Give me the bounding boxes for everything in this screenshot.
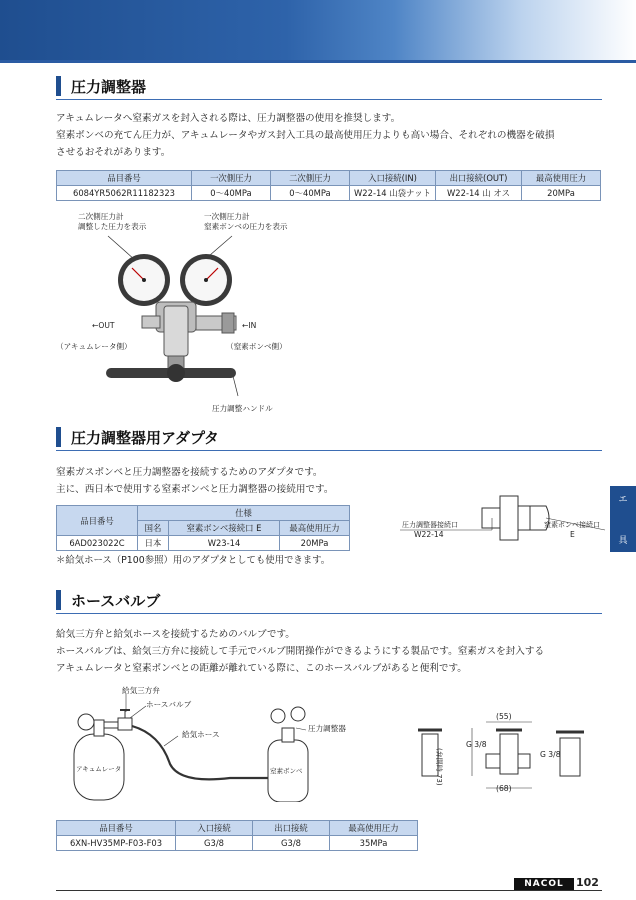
secondary-gauge-label <box>78 212 146 232</box>
table-header: 入口接続 <box>176 821 253 836</box>
table-cell: W23-14 <box>169 536 280 551</box>
table-row <box>57 536 350 551</box>
table-cell: 0〜40MPa <box>192 186 271 201</box>
regulator-label: 圧力調整器 <box>308 724 346 733</box>
adapter-right-value: E <box>570 530 575 539</box>
label-line: 二次側圧力計 <box>78 212 124 221</box>
table-cell: 日本 <box>138 536 169 551</box>
section3-paragraph <box>56 626 606 677</box>
out-label: ←OUT <box>92 321 115 330</box>
section3-rule <box>56 613 602 614</box>
adapter-right-label: 窒素ボンベ接続口 <box>544 521 600 529</box>
table-cell: W22-14 山 オス <box>436 186 522 201</box>
header-rule <box>0 60 636 63</box>
table-cell: 0〜40MPa <box>271 186 350 201</box>
table-header: 一次側圧力 <box>192 171 271 186</box>
g-left-label: G 3/8 <box>466 740 487 749</box>
para-line: ホースバルブは、給気三方弁に接続して手元でバルブ開閉操作ができるようにする製品です。窒素ガスを封入する <box>56 646 545 657</box>
regulator-illustration <box>60 210 360 420</box>
table-header: 窒素ボンベ接続口 E <box>169 521 280 536</box>
table-cell: G3/8 <box>253 836 330 851</box>
table-header: 出口接続 <box>253 821 330 836</box>
table-header: 最高使用圧力 <box>522 171 601 186</box>
dim-side: (弁開時 73) <box>435 748 443 786</box>
section3-title <box>56 588 160 612</box>
table-cell: 6084YR5062R11182323 <box>57 186 192 201</box>
header-banner <box>0 0 636 60</box>
side-tab-top: エ <box>618 495 628 505</box>
side-tab-bottom: 具 <box>618 536 628 546</box>
accumulator-side-label: （アキュムレータ側） <box>56 342 132 351</box>
table-header-row <box>57 821 418 836</box>
table-cell: 6XN-HV35MP-F03-F03 <box>57 836 176 851</box>
table-header: 品目番号 <box>57 821 176 836</box>
table-cell: 35MPa <box>330 836 418 851</box>
adapter-left-label: 圧力調整器接続口 <box>402 521 458 529</box>
cylinder-side-label: （窒素ボンベ側） <box>226 342 287 351</box>
table-header-row <box>57 506 350 521</box>
table-cell: G3/8 <box>176 836 253 851</box>
three-way-valve-label: 給気三方弁 <box>122 686 160 695</box>
cylinder-label: 窒素ボンベ <box>270 767 303 775</box>
regulator-spec-table <box>56 170 601 201</box>
secondary-gauge <box>118 254 170 306</box>
table-header: 二次側圧力 <box>271 171 350 186</box>
section2-title <box>56 425 219 449</box>
table-header: 入口接続(IN) <box>350 171 436 186</box>
hose-valve-label: ホースバルブ <box>146 700 192 709</box>
dim-top: (55) <box>496 712 512 721</box>
side-index-tab[interactable] <box>610 486 636 552</box>
title-bar <box>56 76 61 96</box>
table-row <box>57 186 601 201</box>
table-cell: W22-14 山袋ナット <box>350 186 436 201</box>
table-cell: 20MPa <box>280 536 350 551</box>
in-label: ←IN <box>242 321 257 330</box>
primary-gauge <box>180 254 232 306</box>
adapter-note: ＊給気ホース（P100参照）用のアダプタとしても使用できます。 <box>56 555 331 566</box>
para-line: 窒素ガスボンベと圧力調整器を接続するためのアダプタです。 <box>56 467 323 478</box>
section2-rule <box>56 450 602 451</box>
primary-gauge-label <box>204 212 288 232</box>
adapter-left-value: W22-14 <box>414 530 444 539</box>
para-line: 窒素ボンベの充てん圧力が、アキュムレータやガス封入工具の最高使用圧力よりも高い場合、それぞれの機器を破損 <box>56 130 555 141</box>
brand-logo: NACOL <box>514 878 574 890</box>
para-line: アキュムレータと窒素ボンベとの距離が離れている際に、このホースバルブがあると便利です。 <box>56 663 467 674</box>
hose-label: 給気ホース <box>182 730 220 739</box>
section1-paragraph <box>56 110 606 161</box>
table-header: 出口接続(OUT) <box>436 171 522 186</box>
para-line: 主に、西日本で使用する窒素ボンベと圧力調整器の接続用です。 <box>56 484 334 495</box>
table-header: 最高使用圧力 <box>330 821 418 836</box>
label-line: 一次側圧力計 <box>204 212 250 221</box>
label-line: 調整した圧力を表示 <box>78 222 147 231</box>
adapter-spec-table <box>56 505 350 551</box>
section1-rule <box>56 99 602 100</box>
para-line: 給気三方弁と給気ホースを接続するためのバルブです。 <box>56 629 295 640</box>
hose-system-illustration <box>60 684 360 802</box>
section2-title-text: 圧力調整器用アダプタ <box>71 428 219 447</box>
title-bar <box>56 427 61 447</box>
table-cell: 6AD023022C <box>57 536 138 551</box>
section3-title-text: ホースバルブ <box>71 591 161 610</box>
table-header: 最高使用圧力 <box>280 521 350 536</box>
para-line: アキュムレータへ窒素ガスを封入される際は、圧力調整器の使用を推奨します。 <box>56 113 401 124</box>
table-cell: 20MPa <box>522 186 601 201</box>
g-right-label: G 3/8 <box>540 750 561 759</box>
table-header: 品目番号 <box>57 506 138 536</box>
table-header: 仕様 <box>138 506 350 521</box>
table-header: 品目番号 <box>57 171 192 186</box>
table-header: 国名 <box>138 521 169 536</box>
footer-rule <box>56 890 602 891</box>
para-line: させるおそれがあります。 <box>56 147 171 158</box>
section1-title-text: 圧力調整器 <box>71 77 147 96</box>
section1-title <box>56 74 146 98</box>
dim-bottom: (68) <box>496 784 512 793</box>
handle-label: 圧力調整ハンドル <box>212 404 273 413</box>
page-number: 102 <box>576 876 599 889</box>
accumulator-label: アキュムレータ <box>76 765 122 773</box>
table-row <box>57 836 418 851</box>
hose-valve-spec-table <box>56 820 418 851</box>
title-bar <box>56 590 61 610</box>
label-line: 窒素ボンベの圧力を表示 <box>204 222 288 231</box>
table-header-row <box>57 171 601 186</box>
